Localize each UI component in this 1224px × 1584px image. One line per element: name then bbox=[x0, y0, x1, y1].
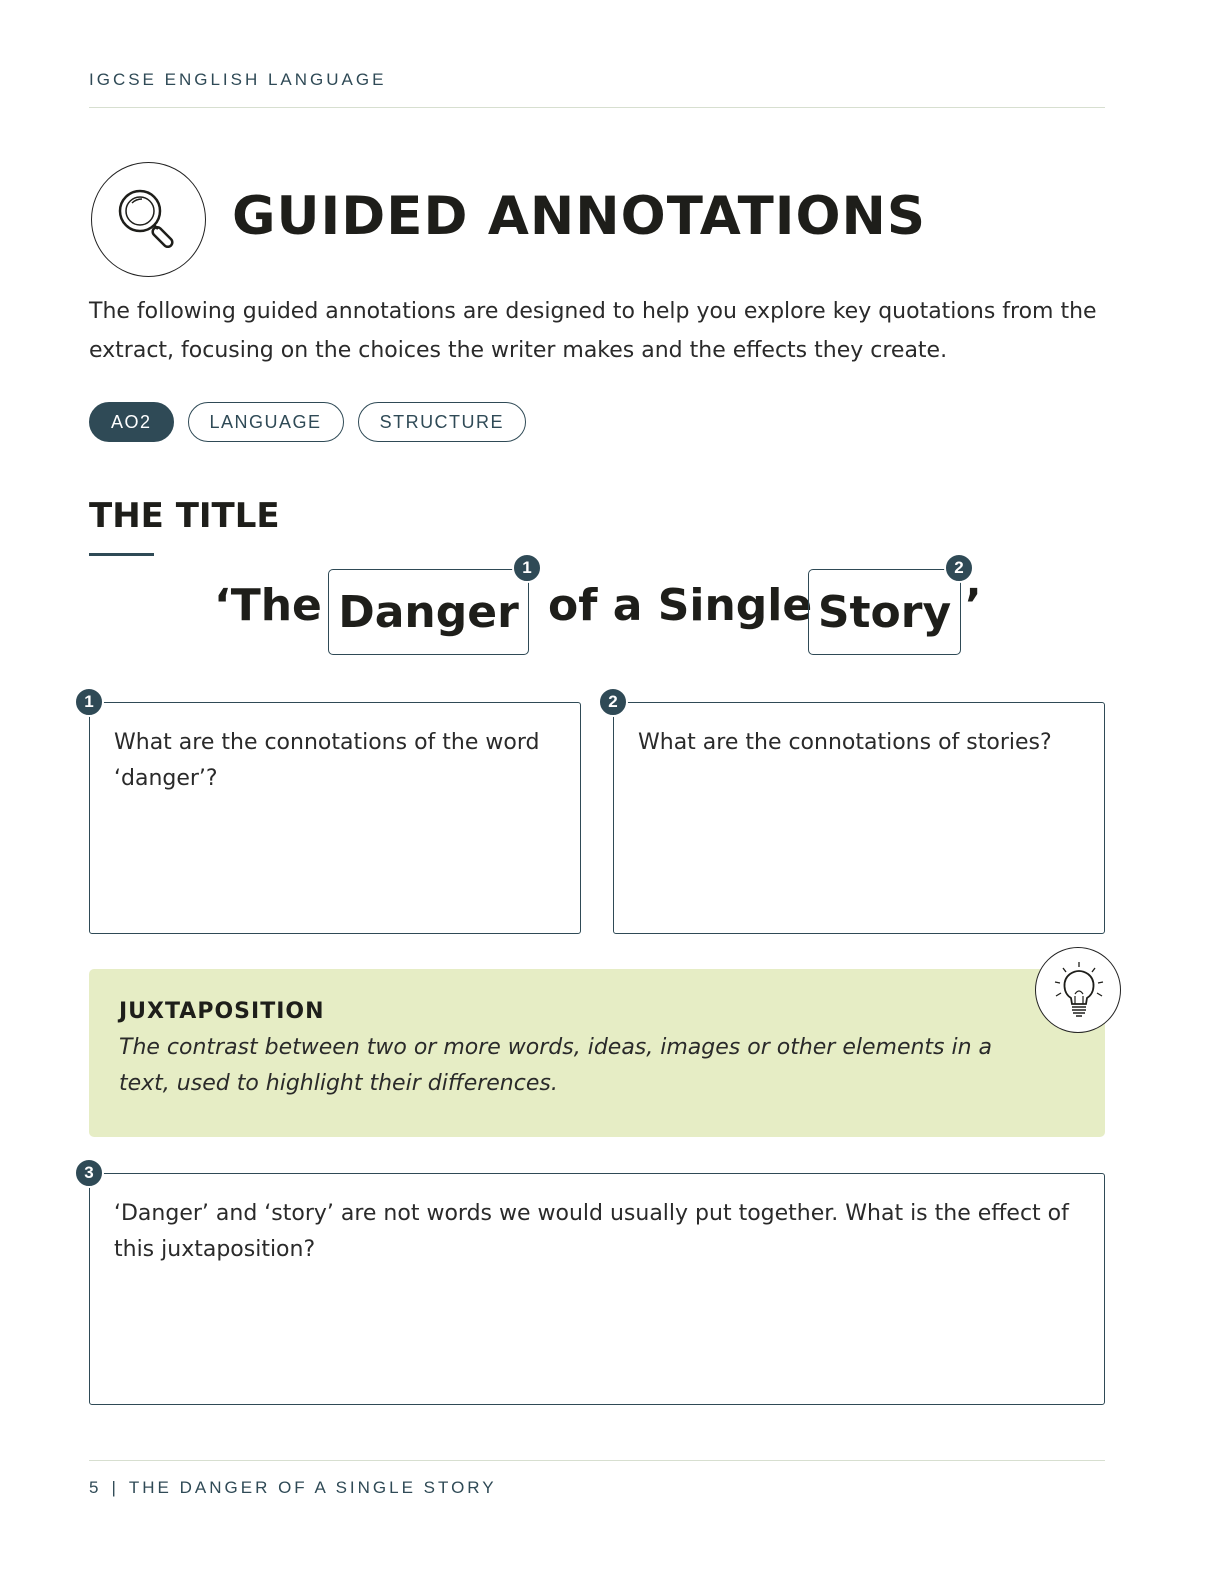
question-2-text: What are the connotations of stories? bbox=[638, 730, 1052, 755]
page-title: GUIDED ANNOTATIONS bbox=[232, 186, 927, 247]
lightbulb-icon bbox=[1035, 947, 1121, 1033]
question-badge-3: 3 bbox=[74, 1158, 104, 1188]
question-1-text: What are the connotations of the word ‘danger’? bbox=[114, 730, 540, 791]
quote-word-story: Story bbox=[808, 569, 961, 655]
quote-open: ‘The bbox=[214, 580, 322, 631]
quote-middle: of a Single bbox=[548, 580, 813, 631]
quote-word-danger: Danger bbox=[328, 569, 529, 655]
question-3-text: ‘Danger’ and ‘story’ are not words we would usually put together. What is the effect of this juxtaposition? bbox=[114, 1201, 1069, 1262]
header-divider bbox=[89, 107, 1105, 108]
intro-paragraph: The following guided annotations are designed to help you explore key quotations from the extract, focusing on the choices the writer makes and the effects they create. bbox=[89, 299, 1097, 363]
answer-box-1[interactable] bbox=[89, 702, 581, 934]
tag-language: LANGUAGE bbox=[188, 402, 344, 442]
magnifying-glass-icon bbox=[91, 162, 206, 277]
quote-close: ’ bbox=[965, 580, 982, 631]
question-badge-2: 2 bbox=[598, 687, 628, 717]
tag-ao2: AO2 bbox=[89, 402, 174, 442]
definition-term: JUXTAPOSITION bbox=[119, 999, 325, 1024]
quote-badge-2: 2 bbox=[944, 553, 974, 583]
tag-structure: STRUCTURE bbox=[358, 402, 527, 442]
definition-box bbox=[89, 969, 1105, 1137]
section-underline bbox=[89, 553, 154, 556]
tag-list bbox=[89, 402, 526, 442]
footer-divider bbox=[89, 1460, 1105, 1461]
footer-separator: | bbox=[111, 1478, 119, 1497]
answer-box-2[interactable] bbox=[613, 702, 1105, 934]
section-heading: THE TITLE bbox=[89, 496, 280, 536]
footer bbox=[89, 1478, 497, 1498]
question-badge-1: 1 bbox=[74, 687, 104, 717]
answer-box-3[interactable] bbox=[89, 1173, 1105, 1405]
quote-badge-1: 1 bbox=[512, 553, 542, 583]
header-label: IGCSE ENGLISH LANGUAGE bbox=[89, 70, 387, 89]
definition-text: The contrast between two or more words, ideas, images or other elements in a text, used to highlight their differences. bbox=[119, 1035, 993, 1096]
footer-page-number: 5 bbox=[89, 1478, 102, 1497]
footer-title: THE DANGER OF A SINGLE STORY bbox=[128, 1478, 497, 1497]
